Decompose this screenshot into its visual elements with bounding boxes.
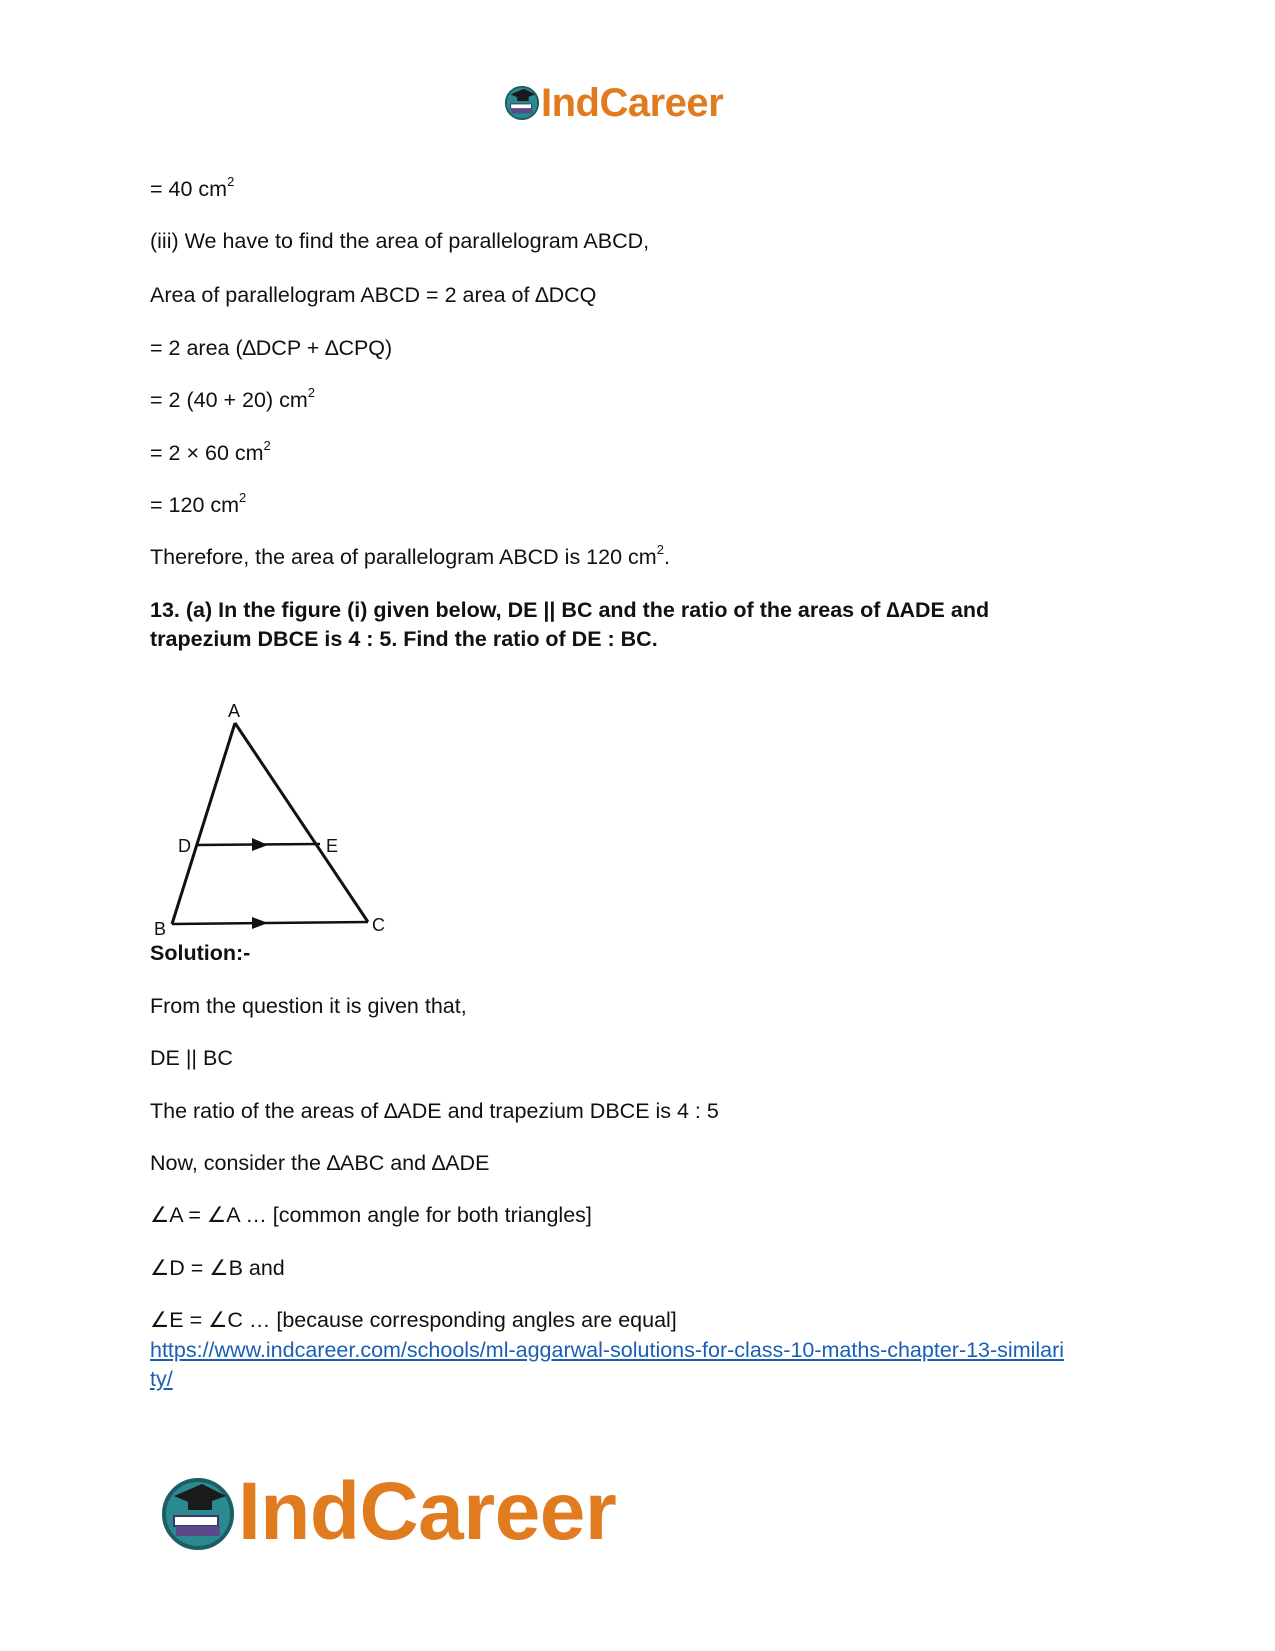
text-line: = 2 area (∆DCP + ∆CPQ) [150,336,393,360]
solution-heading: Solution:- [150,941,251,965]
parallel-arrow-de [252,838,268,851]
question-text: trapezium DBCE is 4 : 5. Find the ratio of DE : BC. [150,627,658,651]
label-a: A [228,701,241,721]
brand-name: IndCareer [238,1466,617,1557]
parallel-arrow-bc [252,917,268,929]
text-line: ∠A = ∠A … [common angle for both triangles] [150,1203,592,1227]
text-line: Now, consider the ∆ABC and ∆ADE [150,1151,490,1175]
label-c: C [372,915,385,935]
label-e: E [326,836,339,856]
text-line: Therefore, the area of parallelogram ABCD is 120 $cm^2$. [150,541,670,569]
source-link[interactable]: https://www.indcareer.com/schools/ml-aggarwal-solutions-for-class-10-maths-chapter-13-similari [150,1338,1065,1362]
text-line: From the question it is given that, [150,994,467,1018]
text-line: = 120 $cm^2$ [150,489,247,517]
text-line: ∠D = ∠B and [150,1256,285,1280]
text-line: (iii) We have to find the area of parallelogram ABCD, [150,229,650,253]
text-line: ∠E = ∠C … [because corresponding angles are equal] [150,1308,677,1332]
source-link-continued[interactable]: ty/ [150,1367,173,1391]
question-text: 13. (a) In the figure (i) given below, DE || BC and the ratio of the areas of ∆ADE and [150,598,990,622]
triangle-figure [150,695,410,945]
side-ac [235,723,368,922]
text-line: Area of parallelogram ABCD = 2 area of ∆DCQ [150,283,597,307]
label-d: D [178,836,191,856]
text-line: = 2 × 60 $cm^2$ [150,437,271,465]
label-b: B [154,919,167,939]
side-ab [172,723,235,924]
globe-graduation-icon [503,83,541,121]
brand-name: IndCareer [541,81,724,125]
text-line: DE || BC [150,1046,233,1070]
footer-logo [158,1466,698,1556]
text-line: = 2 (40 + 20) $cm^2$ [150,384,315,412]
segment-bc [172,922,368,924]
globe-graduation-icon [158,1472,238,1552]
header-logo [503,78,773,128]
text-line: = 40 $cm^2$ [150,173,235,201]
text-line: The ratio of the areas of ∆ADE and trapezium DBCE is 4 : 5 [150,1099,719,1123]
